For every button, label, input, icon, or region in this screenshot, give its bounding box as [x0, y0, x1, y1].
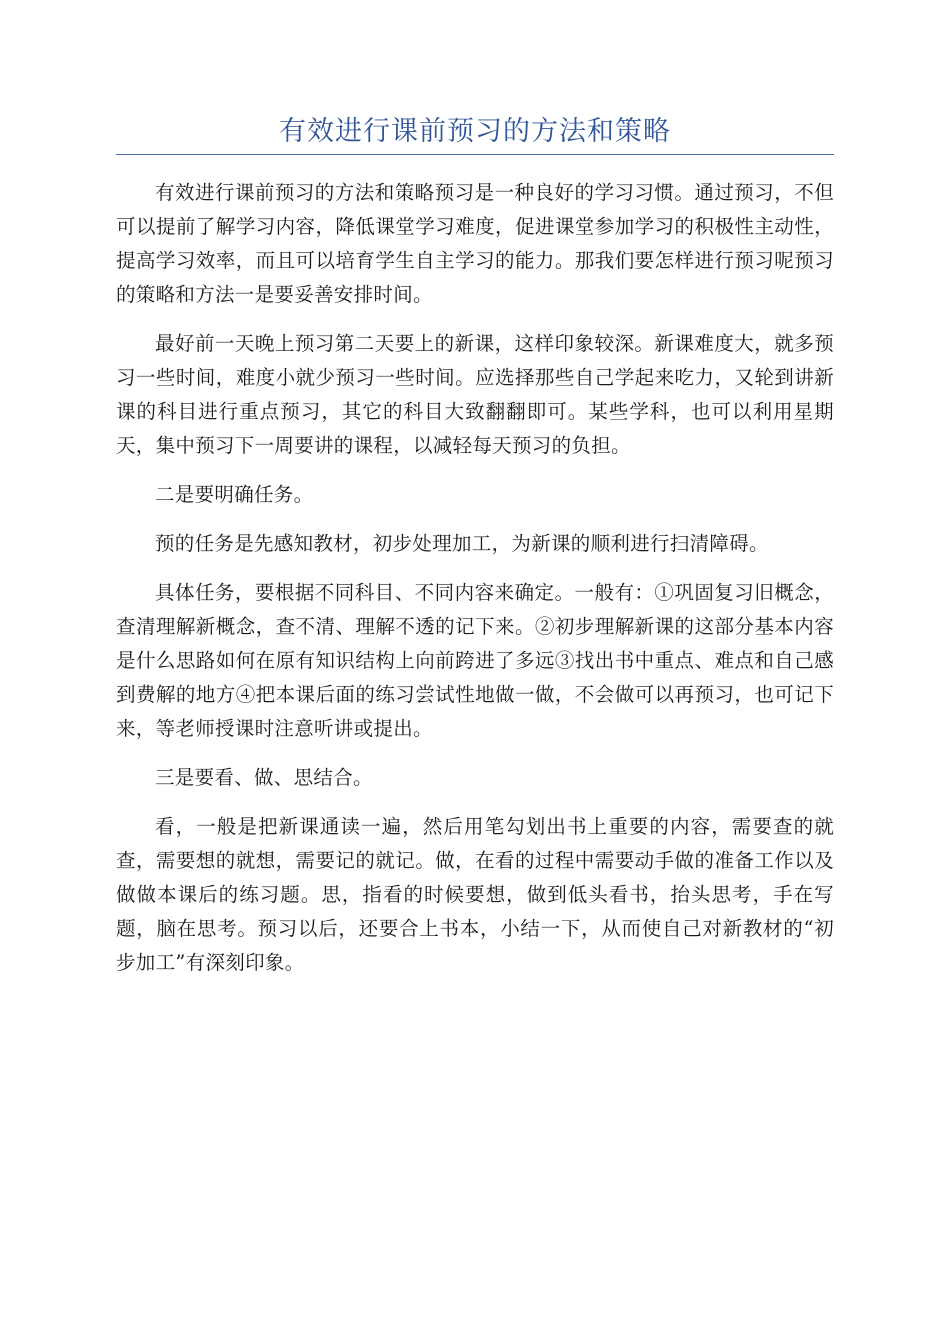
document-body: [116, 176, 834, 995]
document-title: 有效进行课前预习的方法和策略: [279, 116, 671, 147]
paragraph-heading-tasks: 二是要明确任务。: [155, 483, 314, 506]
paragraph-heading-combine: 三是要看、做、思结合。: [155, 766, 373, 789]
paragraph-specific-tasks: 具体任务，要根据不同科目、不同内容来确定。一般有：①巩固复习旧概念，查清理解新概念，查不清、理解不透的记下来。②初步理解新课的这部分基本内容是什么思路如何在原有知识结构上向前跨进了多远③找出书中重点、难点和自己感到费解的地方④把本课后面的练习尝试性地做一做，不会做可以再预习，也可记下来，等老师授课时注意听讲或提出。: [116, 581, 834, 740]
title-underline: [116, 154, 834, 155]
paragraph-look-do-think: 看，一般是把新课通读一遍，然后用笔勾划出书上重要的内容，需要查的就查，需要想的就想，需要记的就记。做，在看的过程中需要动手做的准备工作以及做做本课后的练习题。思，指看的时候要想，做到低头看书，抬头思考，手在写题，脑在思考。预习以后，还要合上书本，小结一下，从而使自己对新教材的“初步加工”有深刻印象。: [116, 815, 834, 974]
paragraph-timing: 最好前一天晚上预习第二天要上的新课，这样印象较深。新课难度大，就多预习一些时间，难度小就少预习一些时间。应选择那些自己学起来吃力，又轮到讲新课的科目进行重点预习，其它的科目大致翻翻即可。某些学科，也可以利用星期天，集中预习下一周要讲的课程，以减轻每天预习的负担。: [116, 332, 834, 457]
paragraph-intro: 有效进行课前预习的方法和策略预习是一种良好的学习习惯。通过预习，不但可以提前了解学习内容，降低课堂学习难度，促进课堂参加学习的积极性主动性，提高学习效率，而且可以培育学生自主学习的能力。那我们要怎样进行预习呢预习的策略和方法一是要妥善安排时间。: [116, 181, 834, 306]
paragraph-task-purpose: 预的任务是先感知教材，初步处理加工，为新课的顺利进行扫清障碍。: [155, 532, 769, 555]
